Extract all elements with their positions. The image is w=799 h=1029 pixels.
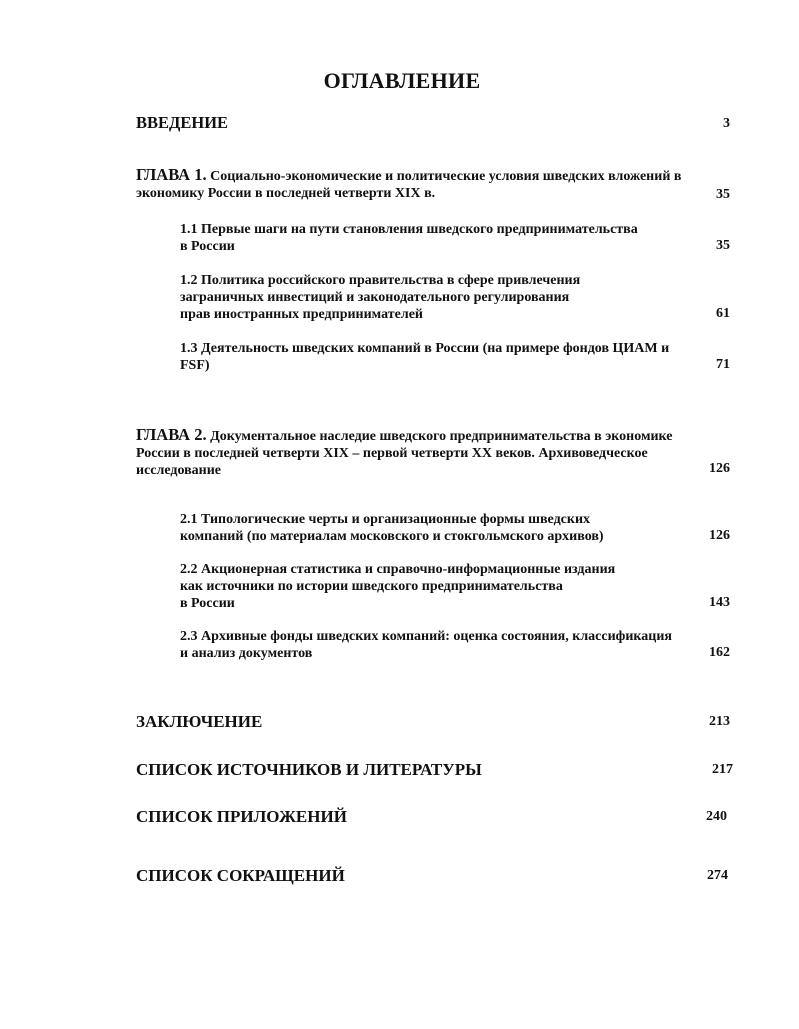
section-1-2-line1: 1.2 Политика российского правительства в сфере привлечения <box>180 273 581 288</box>
toc-abbreviations-page: 274 <box>707 868 728 883</box>
section-2-1-line2: компаний (по материалам московского и стокгольмского архивов) <box>180 529 604 544</box>
toc-section-1-1-page: 35 <box>716 238 730 253</box>
toc-section-1-2-page: 61 <box>716 306 730 321</box>
toc-sources-label: СПИСОК ИСТОЧНИКОВ И ЛИТЕРАТУРЫ <box>136 760 482 779</box>
chapter2-label: ГЛАВА 2. <box>136 425 207 444</box>
toc-section-1-2 <box>180 272 700 323</box>
section-1-1-line1: 1.1 Первые шаги на пути становления шведского предпринимательства <box>180 222 638 237</box>
chapter2-title-line2: России в последней четверти XIX – первой четверти XX веков. Архивоведческое <box>136 446 648 461</box>
chapter1-label: ГЛАВА 1. <box>136 165 207 184</box>
toc-intro-page: 3 <box>723 116 730 131</box>
section-2-3-line1: 2.3 Архивные фонды шведских компаний: оценка состояния, классификация <box>180 629 672 644</box>
section-2-1-line1: 2.1 Типологические черты и организационные формы шведских <box>180 512 591 527</box>
toc-section-2-1-page: 126 <box>709 528 730 543</box>
toc-conclusion-label: ЗАКЛЮЧЕНИЕ <box>136 712 263 731</box>
section-2-2-line2: как источники по истории шведского предпринимательства <box>180 579 563 594</box>
toc-section-2-3 <box>180 628 720 662</box>
toc-section-2-3-page: 162 <box>709 645 730 660</box>
toc-chapter2 <box>136 426 736 479</box>
section-1-2-line3: прав иностранных предпринимателей <box>180 307 423 322</box>
toc-sources-page: 217 <box>712 762 733 777</box>
toc-section-1-1 <box>180 221 700 255</box>
page-title: ОГЛАВЛЕНИЕ <box>323 68 481 93</box>
chapter1-title-line2: экономику России в последней четверти XIX в. <box>136 186 436 201</box>
chapter2-title-line3: исследование <box>136 463 222 478</box>
section-2-3-line2: и анализ документов <box>180 646 313 661</box>
toc-chapter2-page: 126 <box>709 461 730 476</box>
toc-section-1-3-page: 71 <box>716 357 730 372</box>
section-1-2-line2: заграничных инвестиций и законодательного регулирования <box>180 290 570 305</box>
toc-section-2-2 <box>180 561 700 612</box>
section-1-3-line1: 1.3 Деятельность шведских компаний в России (на примере фондов ЦИАМ и <box>180 341 670 356</box>
chapter1-title-line1: Социально-экономические и политические условия шведских вложений в <box>210 169 682 184</box>
section-1-1-line2: в России <box>180 239 235 254</box>
toc-chapter1-page: 35 <box>716 187 730 202</box>
section-2-2-line1: 2.2 Акционерная статистика и справочно-информационные издания <box>180 562 616 577</box>
toc-appendices-label: СПИСОК ПРИЛОЖЕНИЙ <box>136 807 347 826</box>
toc-appendices-page: 240 <box>706 809 727 824</box>
toc-chapter1 <box>136 166 736 202</box>
toc-section-1-3 <box>180 340 710 374</box>
chapter2-title-line1: Документальное наследие шведского предпринимательства в экономике <box>210 429 673 444</box>
section-2-2-line3: в России <box>180 596 235 611</box>
toc-section-2-2-page: 143 <box>709 595 730 610</box>
toc-conclusion-page: 213 <box>709 714 730 729</box>
toc-intro-label: ВВЕДЕНИЕ <box>136 113 229 132</box>
section-1-3-line2: FSF) <box>180 358 210 373</box>
toc-section-2-1 <box>180 511 700 545</box>
toc-abbreviations-label: СПИСОК СОКРАЩЕНИЙ <box>136 866 345 885</box>
